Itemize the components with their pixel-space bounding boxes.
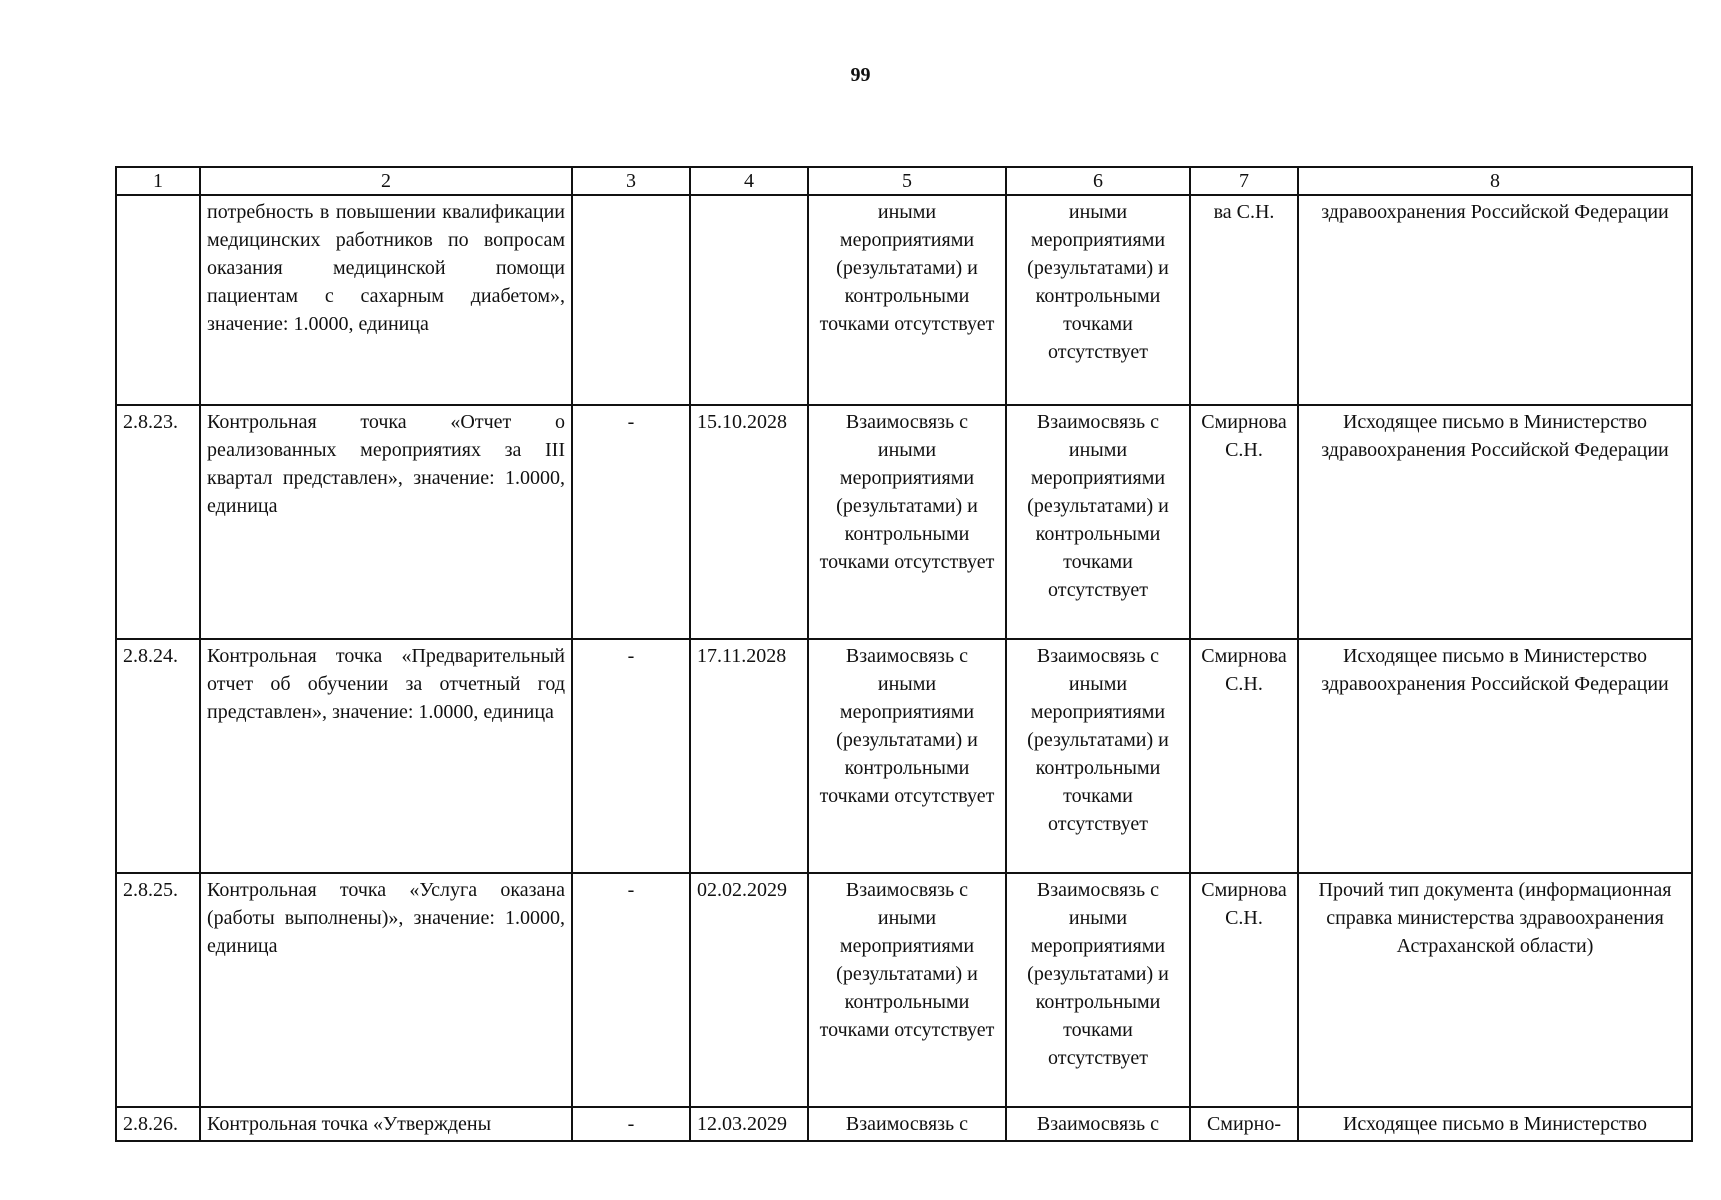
row-relation-1: Взаимосвязь с иными мероприятиями (результатами) и контрольными точками отсутствует xyxy=(808,405,1006,639)
row-responsible: Смирнова С.Н. xyxy=(1190,405,1298,639)
row-responsible: ва С.Н. xyxy=(1190,195,1298,405)
table-row xyxy=(116,639,1692,873)
data-table xyxy=(115,166,1693,1142)
column-header: 2 xyxy=(200,167,572,195)
row-col3: - xyxy=(572,1107,690,1141)
row-responsible: Смирнова С.Н. xyxy=(1190,639,1298,873)
row-date: 12.03.2029 xyxy=(690,1107,808,1141)
column-header: 8 xyxy=(1298,167,1692,195)
page-number: 99 xyxy=(850,64,871,86)
row-description: Контрольная точка «Отчет о реализованных мероприятиях за III квартал представлен», значение: 1.0000, единица xyxy=(200,405,572,639)
row-date: 02.02.2029 xyxy=(690,873,808,1107)
column-header: 5 xyxy=(808,167,1006,195)
column-header: 4 xyxy=(690,167,808,195)
row-relation-1: Взаимосвязь с иными мероприятиями (результатами) и контрольными точками отсутствует xyxy=(808,639,1006,873)
row-date: 17.11.2028 xyxy=(690,639,808,873)
table-row xyxy=(116,405,1692,639)
row-description: Контрольная точка «Утверждены xyxy=(200,1107,572,1141)
row-document: Исходящее письмо в Министерство здравоохранения Российской Федерации xyxy=(1298,405,1692,639)
row-number: 2.8.26. xyxy=(116,1107,200,1141)
row-relation-2: иными мероприятиями (результатами) и контрольными точками отсутствует xyxy=(1006,195,1190,405)
row-relation-1: Взаимосвязь с иными мероприятиями (результатами) и контрольными точками отсутствует xyxy=(808,873,1006,1107)
table-header-row xyxy=(116,167,1692,195)
row-relation-2: Взаимосвязь с иными мероприятиями (результатами) и контрольными точками отсутствует xyxy=(1006,405,1190,639)
column-header: 3 xyxy=(572,167,690,195)
row-number: 2.8.23. xyxy=(116,405,200,639)
row-number xyxy=(116,195,200,405)
row-col3: - xyxy=(572,405,690,639)
column-header: 7 xyxy=(1190,167,1298,195)
row-number: 2.8.25. xyxy=(116,873,200,1107)
table-row xyxy=(116,873,1692,1107)
row-date: 15.10.2028 xyxy=(690,405,808,639)
row-description: потребность в повышении квалификации медицинских работников по вопросам оказания медицинской помощи пациентам с сахарным диабетом», значение: 1.0000, единица xyxy=(200,195,572,405)
row-relation-1: Взаимосвязь с xyxy=(808,1107,1006,1141)
row-number: 2.8.24. xyxy=(116,639,200,873)
row-description: Контрольная точка «Предварительный отчет об обучении за отчетный год представлен», значение: 1.0000, единица xyxy=(200,639,572,873)
row-col3 xyxy=(572,195,690,405)
row-document: Прочий тип документа (информационная справка министерства здравоохранения Астраханской области) xyxy=(1298,873,1692,1107)
row-responsible: Смирно- xyxy=(1190,1107,1298,1141)
table-row xyxy=(116,1107,1692,1141)
row-col3: - xyxy=(572,873,690,1107)
row-relation-2: Взаимосвязь с иными мероприятиями (результатами) и контрольными точками отсутствует xyxy=(1006,639,1190,873)
row-relation-1: иными мероприятиями (результатами) и контрольными точками отсутствует xyxy=(808,195,1006,405)
table-row xyxy=(116,195,1692,405)
row-document: Исходящее письмо в Министерство здравоохранения Российской Федерации xyxy=(1298,639,1692,873)
row-relation-2: Взаимосвязь с xyxy=(1006,1107,1190,1141)
row-col3: - xyxy=(572,639,690,873)
row-document: здравоохранения Российской Федерации xyxy=(1298,195,1692,405)
column-header: 6 xyxy=(1006,167,1190,195)
row-date xyxy=(690,195,808,405)
column-header: 1 xyxy=(116,167,200,195)
row-relation-2: Взаимосвязь с иными мероприятиями (результатами) и контрольными точками отсутствует xyxy=(1006,873,1190,1107)
row-description: Контрольная точка «Услуга оказана (работы выполнены)», значение: 1.0000, единица xyxy=(200,873,572,1107)
row-responsible: Смирнова С.Н. xyxy=(1190,873,1298,1107)
row-document: Исходящее письмо в Министерство xyxy=(1298,1107,1692,1141)
